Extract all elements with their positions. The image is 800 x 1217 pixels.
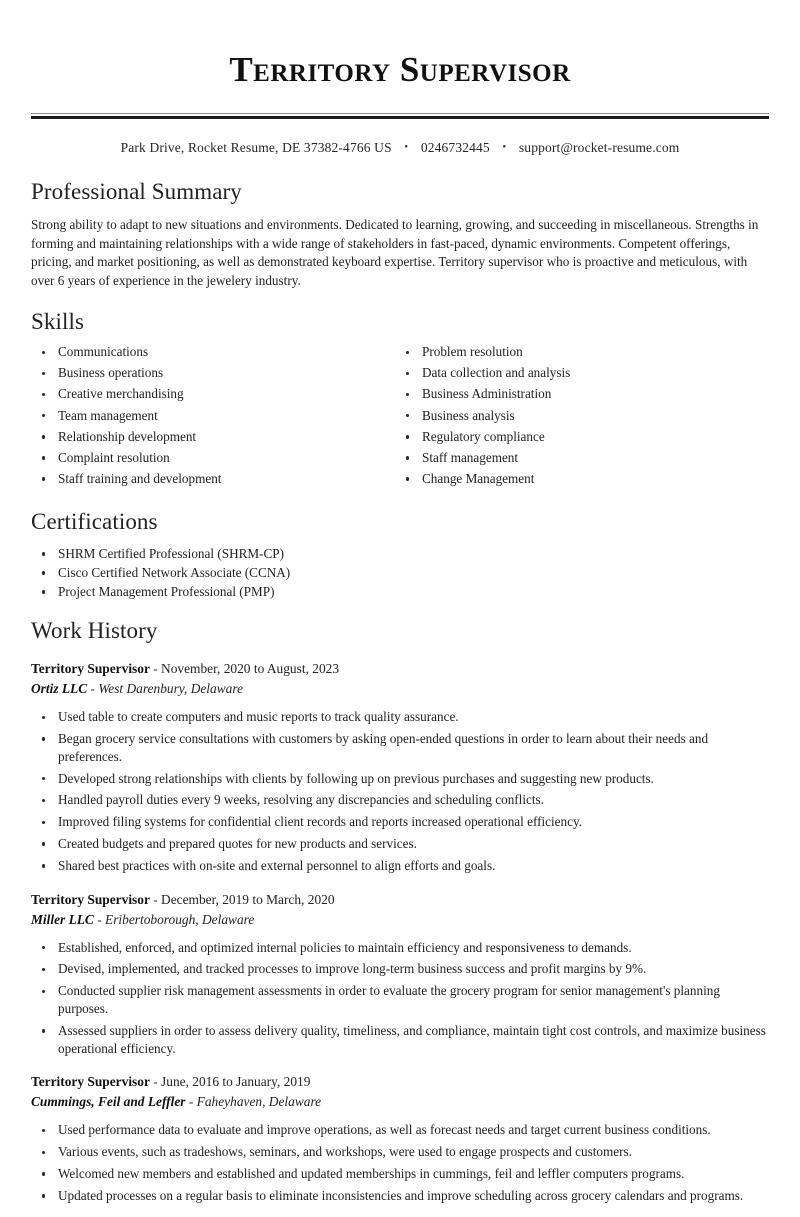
list-item: Communications <box>31 343 400 361</box>
job-location: Faheyhaven, Delaware <box>196 1094 322 1110</box>
contact-phone[interactable]: 0246732445 <box>420 140 490 156</box>
job-title-dash: - <box>149 661 162 677</box>
job-company-dash: - <box>185 1094 197 1110</box>
list-item: Staff training and development <box>31 470 400 488</box>
job-bullet: Welcomed new members and established and updated memberships in cummings, feil and leffler computers programs. <box>31 1165 769 1183</box>
list-item: Relationship development <box>31 428 400 446</box>
job-bullet: Devised, implemented, and tracked processes to improve long-term business success and profit margins by 9%. <box>31 960 769 978</box>
job-bullets-list <box>31 939 769 1058</box>
job-company: Cummings, Feil and Leffler <box>31 1094 186 1110</box>
job-role: Territory Supervisor <box>31 891 150 907</box>
section-skills <box>31 308 769 491</box>
section-title-work-history: Work History <box>31 618 158 644</box>
job-bullet: Conducted supplier risk management assessments in order to evaluate the grocery program for senior management's planning purposes. <box>31 982 769 1018</box>
job-location: Eribertoborough, Delaware <box>105 911 255 927</box>
job-bullet: Handled payroll duties every 9 weeks, resolving any discrepancies and scheduling conflicts. <box>31 791 769 809</box>
contact-separator-1: • <box>404 141 409 154</box>
job-entry <box>31 659 769 874</box>
job-company-dash: - <box>87 681 99 697</box>
job-bullet: Various events, such as tradeshows, seminars, and workshops, were used to engage prospects and customers. <box>31 1143 769 1161</box>
section-title-skills: Skills <box>31 308 85 334</box>
list-item: Complaint resolution <box>31 449 400 467</box>
job-title-dash: - <box>149 891 162 907</box>
list-item: Cisco Certified Network Associate (CCNA) <box>31 564 769 582</box>
contact-line <box>31 140 769 156</box>
job-bullet: Improved filing systems for confidential client records and reports increased operational efficiency. <box>31 813 769 831</box>
job-dates: November, 2020 to August, 2023 <box>161 661 340 677</box>
list-item: Data collection and analysis <box>400 364 769 382</box>
work-history-jobs <box>31 659 769 1204</box>
job-bullet: Updated processes on a regular basis to eliminate inconsistencies and improve scheduling across grocery calendars and programs. <box>31 1187 769 1205</box>
list-item: SHRM Certified Professional (SHRM-CP) <box>31 545 769 563</box>
job-bullets-list <box>31 708 769 874</box>
job-bullet: Established, enforced, and optimized internal policies to maintain efficiency and responsiveness to demands. <box>31 939 769 957</box>
skills-columns <box>31 343 769 491</box>
job-entry <box>31 1072 769 1204</box>
job-company-dash: - <box>93 911 106 927</box>
job-company-line <box>31 910 769 929</box>
section-title-certifications: Certifications <box>31 508 158 534</box>
job-title-line <box>31 1072 769 1091</box>
job-bullet: Shared best practices with on-site and external personnel to align efforts and goals. <box>31 857 769 875</box>
list-item: Problem resolution <box>400 343 769 361</box>
contact-separator-2: • <box>502 141 507 154</box>
job-title-line <box>31 659 769 678</box>
list-item: Change Management <box>400 470 769 488</box>
job-bullets-list <box>31 1121 769 1204</box>
list-item: Business Administration <box>400 385 769 403</box>
list-item: Regulatory compliance <box>400 428 769 446</box>
job-bullet: Used performance data to evaluate and improve operations, as well as forecast needs and target current business conditions. <box>31 1121 769 1139</box>
job-company: Ortiz LLC <box>31 681 88 697</box>
skills-list-right <box>400 343 769 487</box>
list-item: Team management <box>31 407 400 425</box>
list-item: Creative merchandising <box>31 385 400 403</box>
contact-email[interactable]: support@rocket-resume.com <box>518 140 680 156</box>
list-item: Business analysis <box>400 407 769 425</box>
skills-column-left <box>31 343 400 491</box>
candidate-name-title: Territory Supervisor <box>229 50 571 90</box>
professional-summary-text: Strong ability to adapt to new situations and environments. Dedicated to learning, growing, and succeeding in miscellaneous. Strengths in forming and maintaining relationships with a wide range of stakeholders in fast-paced, dynamic environments. Competent offerings, pricing, and market positioning, as well as demonstrated keyboard expertise. Territory supervisor who is proactive and meticulous, with over 6 years of experience in the jewelery industry. <box>31 217 759 288</box>
resume-page <box>0 23 800 1216</box>
section-certifications <box>31 508 769 601</box>
job-bullet: Began grocery service consultations with customers by asking open-ended questions in order to learn about their needs and preferences. <box>31 730 769 766</box>
job-company-line <box>31 679 769 698</box>
job-dates: June, 2016 to January, 2019 <box>161 1074 311 1090</box>
job-bullet: Assessed suppliers in order to assess delivery quality, timeliness, and compliance, maintain tight cost controls, and maximize business operational efficiency. <box>31 1022 769 1058</box>
divider-thick-line <box>31 116 769 119</box>
job-location: West Darenbury, Delaware <box>98 681 244 697</box>
job-company: Miller LLC <box>31 911 94 927</box>
list-item: Staff management <box>400 449 769 467</box>
job-title-dash: - <box>149 1074 162 1090</box>
certifications-list <box>31 545 769 601</box>
job-company-line <box>31 1092 769 1111</box>
contact-address: Park Drive, Rocket Resume, DE 37382-4766 US <box>120 140 392 156</box>
section-professional-summary <box>31 178 769 290</box>
job-title-line <box>31 890 769 909</box>
job-bullet: Developed strong relationships with clients by following up on previous purchases and suggesting new products. <box>31 770 769 788</box>
job-dates: December, 2019 to March, 2020 <box>161 891 335 907</box>
skills-column-right <box>400 343 769 491</box>
job-role: Territory Supervisor <box>31 661 150 677</box>
job-bullet: Created budgets and prepared quotes for new products and services. <box>31 835 769 853</box>
section-title-professional-summary: Professional Summary <box>31 179 242 205</box>
job-bullet: Used table to create computers and music reports to track quality assurance. <box>31 708 769 726</box>
header-divider <box>31 113 769 119</box>
section-work-history <box>31 617 769 1204</box>
job-entry <box>31 890 769 1058</box>
skills-list-left <box>31 343 400 487</box>
job-role: Territory Supervisor <box>31 1074 150 1090</box>
list-item: Project Management Professional (PMP) <box>31 583 769 601</box>
list-item: Business operations <box>31 364 400 382</box>
